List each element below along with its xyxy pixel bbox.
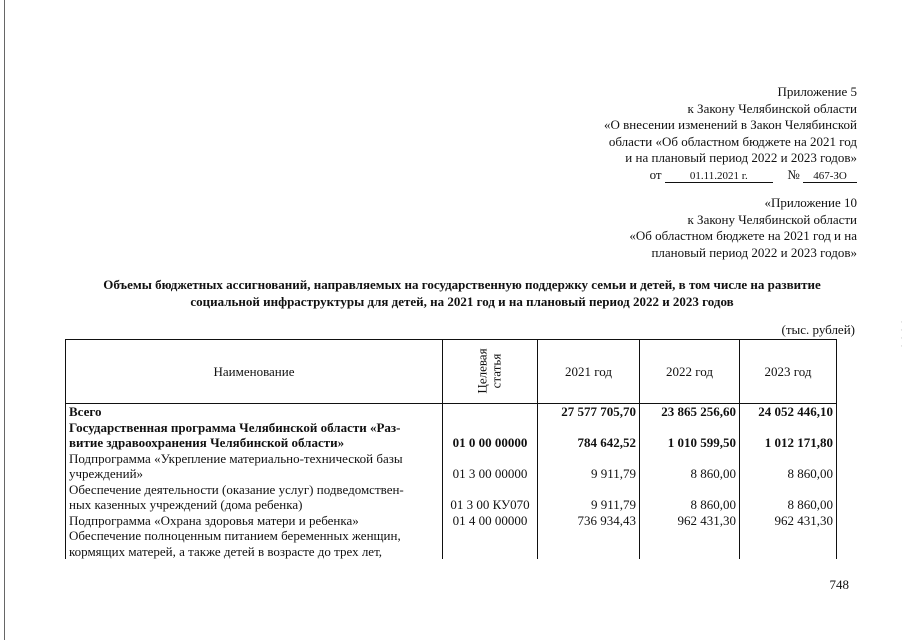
row-2023: 962 431,30: [740, 513, 837, 529]
appendix-line-3: «О внесении изменений в Закон Челябинской: [603, 117, 857, 132]
code-header-line-2: статья: [488, 353, 504, 389]
page-number: 748: [829, 577, 849, 592]
table-row: [66, 451, 837, 482]
column-header-code: [443, 340, 538, 404]
row-code: [443, 528, 538, 559]
appendix-line-4: области «Об областном бюджете на 2021 год: [608, 133, 857, 149]
row-name-line-2: кормящих матерей, а также детей в возрасте до трех лет,: [69, 543, 383, 559]
from-label: от: [649, 166, 662, 182]
title-line-1: Объемы бюджетных ассигнований, направляемых на государственную поддержку семьи и детей, в том числе на развитие: [103, 277, 821, 292]
row-2021: 736 934,43: [538, 513, 640, 529]
row-2022: 8 860,00: [640, 482, 740, 513]
table-row: [66, 482, 837, 513]
row-code: 01 4 00 00000: [443, 513, 538, 529]
row-2022: 8 860,00: [640, 451, 740, 482]
row-2023: 8 860,00: [740, 482, 837, 513]
table-row: [66, 528, 837, 559]
row-name: Подпрограмма «Охрана здоровья матери и ребенка»: [66, 513, 443, 529]
appendix-date-line: [604, 167, 857, 184]
row-2021: [538, 528, 640, 559]
row-2023: [740, 528, 837, 559]
row-name: Всего: [66, 404, 443, 420]
row-name-line-2: витие здравоохранения Челябинской области»: [69, 435, 345, 450]
document-title: [58, 276, 866, 310]
row-2021: 27 577 705,70: [538, 404, 640, 420]
row-2021: 9 911,79: [538, 482, 640, 513]
row-2021: 9 911,79: [538, 451, 640, 482]
table-row: [66, 404, 837, 420]
row-code: 01 3 00 КУ070: [443, 482, 538, 513]
table-header-row: [66, 340, 837, 404]
row-name-line-1: Подпрограмма «Укрепление материально-технической базы: [69, 450, 403, 466]
row-name-line-1: Обеспечение полноценным питанием беременных женщин,: [69, 528, 401, 543]
column-header-2022: 2022 год: [640, 340, 740, 404]
number-label: №: [787, 166, 800, 182]
row-code: 01 0 00 00000: [443, 420, 538, 451]
row-2021: 784 642,52: [538, 420, 640, 451]
column-header-code-text: [476, 349, 504, 394]
law-number: 467-ЗО: [803, 170, 857, 183]
row-name-line-2: ных казенных учреждений (дома ребенка): [69, 497, 303, 512]
column-header-2021: 2021 год: [538, 340, 640, 404]
original-appendix-header: [629, 195, 857, 261]
original-line-3: «Об областном бюджете на 2021 год и на: [629, 228, 857, 243]
row-2022: 962 431,30: [640, 513, 740, 529]
column-header-name: Наименование: [66, 340, 443, 404]
row-2022: 23 865 256,60: [640, 404, 740, 420]
row-code: [443, 404, 538, 420]
row-name: [66, 482, 443, 513]
law-date: 01.11.2021 г.: [665, 170, 773, 183]
code-header-line-1: Целевая: [474, 348, 490, 394]
title-line-2: социальной инфраструктуры для детей, на 2021 год и на плановый период 2022 и 2023 годов: [190, 294, 734, 309]
scan-artifact: · · · ·: [900, 317, 903, 351]
table-row: [66, 513, 837, 529]
original-line-4: плановый период 2022 и 2023 годов»: [651, 244, 857, 260]
row-2023: 1 012 171,80: [740, 420, 837, 451]
row-name: [66, 451, 443, 482]
appendix-line-5: и на плановый период 2022 и 2023 годов»: [625, 150, 857, 165]
appendix-line-2: к Закону Челябинской области: [687, 100, 857, 116]
row-name: [66, 528, 443, 559]
budget-table: [65, 339, 837, 559]
units-label: (тыс. рублей): [781, 322, 855, 337]
row-name: [66, 420, 443, 451]
row-2022: [640, 528, 740, 559]
table-row: [66, 420, 837, 451]
row-2023: 8 860,00: [740, 451, 837, 482]
row-name-line-2: учреждений»: [69, 466, 144, 481]
original-line-1: «Приложение 10: [764, 195, 857, 210]
row-name-line-1: Обеспечение деятельности (оказание услуг) подведомствен-: [69, 481, 404, 497]
scan-left-edge: [4, 0, 5, 640]
appendix-header: [604, 84, 857, 183]
row-2023: 24 052 446,10: [740, 404, 837, 420]
appendix-line-1: Приложение 5: [777, 84, 857, 99]
column-header-2023: 2023 год: [740, 340, 837, 404]
original-line-2: к Закону Челябинской области: [687, 211, 857, 227]
row-2022: 1 010 599,50: [640, 420, 740, 451]
row-code: 01 3 00 00000: [443, 451, 538, 482]
row-name-line-1: Государственная программа Челябинской области «Раз-: [69, 419, 401, 435]
